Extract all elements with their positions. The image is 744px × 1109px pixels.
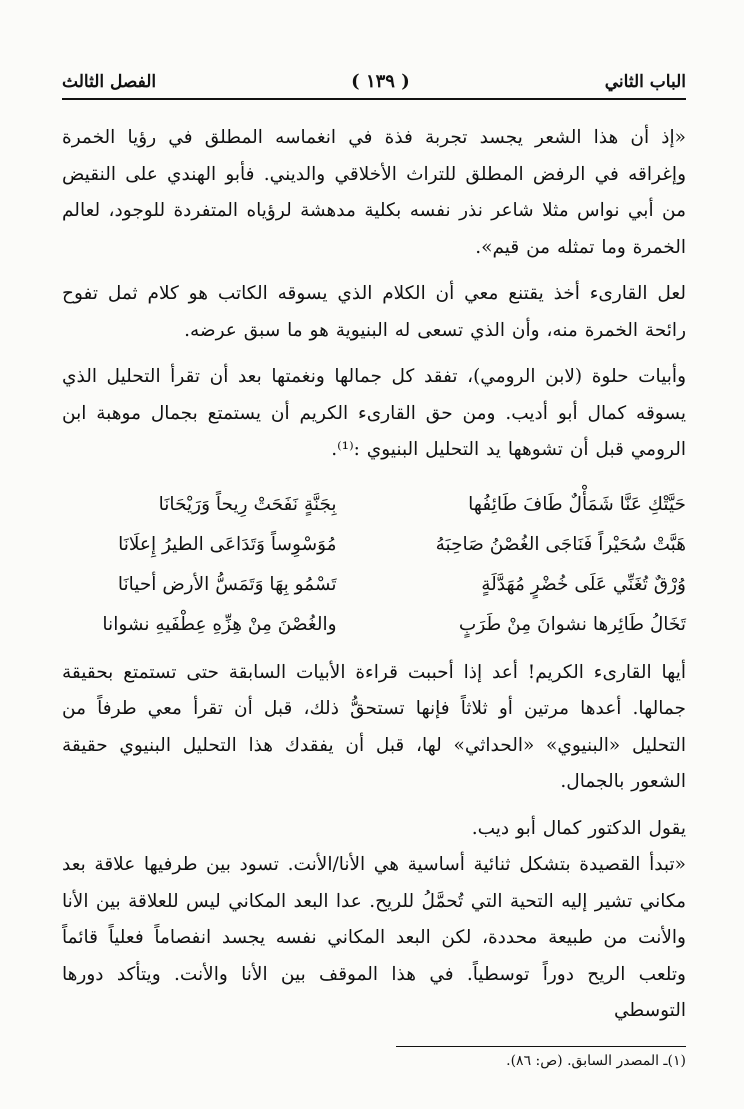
footnote: (١)ـ المصدر السابق. (ص: ٨٦).	[506, 1052, 686, 1069]
verse-line	[62, 565, 686, 605]
paragraph-4: أيها القارىء الكريم! أعد إذا أحببت قراءة الأبيات السابقة حتى تستمتع بحقيقة جمالها. أعدها مرتين أو ثلاثاً فإنها تستحقُّ ذلك، قبل أن تقرأ معي طرفاً من التحليل «البنيوي» «الحداثي» لها، قبل أن يفقدك هذا التحليل البنيوي حقيقة الشعور بالجمال.	[62, 661, 686, 792]
paragraph-3: وأبيات حلوة (لابن الرومي)، تفقد كل جمالها ونغمتها بعد أن تقرأ التحليل الذي يسوقه كمال أبو أديب. ومن حق القارىء الكريم أن يستمتع بجمال موهبة ابن الرومي قبل أن تشوهها يد التحليل البنيوي :⁽¹⁾.	[62, 366, 686, 460]
verse-first-hemistich: هَبَّتْ سُحَيْراً فَنَاجَى الغُصْنُ صَاحِبَهُ	[435, 533, 686, 555]
quote-paragraph-1: «إذ أن هذا الشعر يجسد تجربة فذة في انغماسه المطلق في رؤيا الخمرة وإغراقه في الرفض المطلق للتراث الأخلاقي والديني. فأبو الهندي على النقيض من أبي نواس مثلا شاعر نذر نفسه بكلية مدهشة لرؤياه المتفردة للوجود، لعالم الخمرة وما تمثله من قيم».	[62, 127, 686, 258]
quote-paragraph-2: «تبدأ القصيدة بتشكل ثنائية أساسية هي الأنا/الأنت. تسود بين طرفيها علاقة بعد مكاني تشير إليه التحية التي تُحمَّلُ للريح. عدا البعد المكاني ليس للعلاقة بين الأنا والأنت من طبيعة محددة، لكن البعد المكاني نفسه يجسد انفصاماً فعلياً قائماً وتلعب الريح دوراً توسطياً. في هذا الموقف بين الأنا والأنت. ويتأكد دورها التوسطي	[62, 854, 686, 1021]
paragraph-5: يقول الدكتور كمال أبو ديب.	[471, 817, 686, 839]
verse-first-hemistich: حَيَّتْكِ عَنَّا شَمَأْلٌ طَافَ طَائِفُها	[468, 493, 686, 515]
poem-verses	[62, 485, 686, 645]
page-number: ( ١٣٩ )	[351, 71, 410, 92]
chapter-title: الباب الثاني	[604, 72, 686, 92]
section-title: الفصل الثالث	[62, 72, 157, 92]
page-header	[62, 58, 686, 100]
verse-second-hemistich: بِجَنَّةٍ نَفَحَتْ رِيحاً وَرَيْحَانَا	[158, 493, 337, 515]
verse-first-hemistich: وُرْقٌ تُغَنِّي عَلَى خُضْرٍ مُهَدَّلَةٍ	[481, 573, 686, 595]
verse-second-hemistich: تَسْمُو بِهَا وَتَمَسُّ الأرض أحيانَا	[117, 573, 337, 595]
footnote-divider	[396, 1046, 686, 1047]
verse-line	[62, 525, 686, 565]
verse-second-hemistich: والغُصْنَ مِنْ هِزِّهِ عِطْفَيهِ نشوانا	[102, 613, 337, 635]
book-page	[62, 58, 686, 1069]
verse-first-hemistich: تَخَالُ طَائِرها نشوانَ مِنْ طَرَبٍ	[458, 613, 686, 635]
paragraph-2: لعل القارىء أخذ يقتنع معي أن الكلام الذي يسوقه الكاتب هو كلام ثمل تفوح رائحة الخمرة منه، وأن الذي تسعى له البنيوية هو ما سبق عرضه.	[62, 283, 686, 341]
verse-line	[62, 485, 686, 525]
verse-line	[62, 605, 686, 645]
verse-second-hemistich: مُوَسْوِساً وَتَدَاعَى الطيرُ إِعلَانَا	[118, 533, 337, 555]
